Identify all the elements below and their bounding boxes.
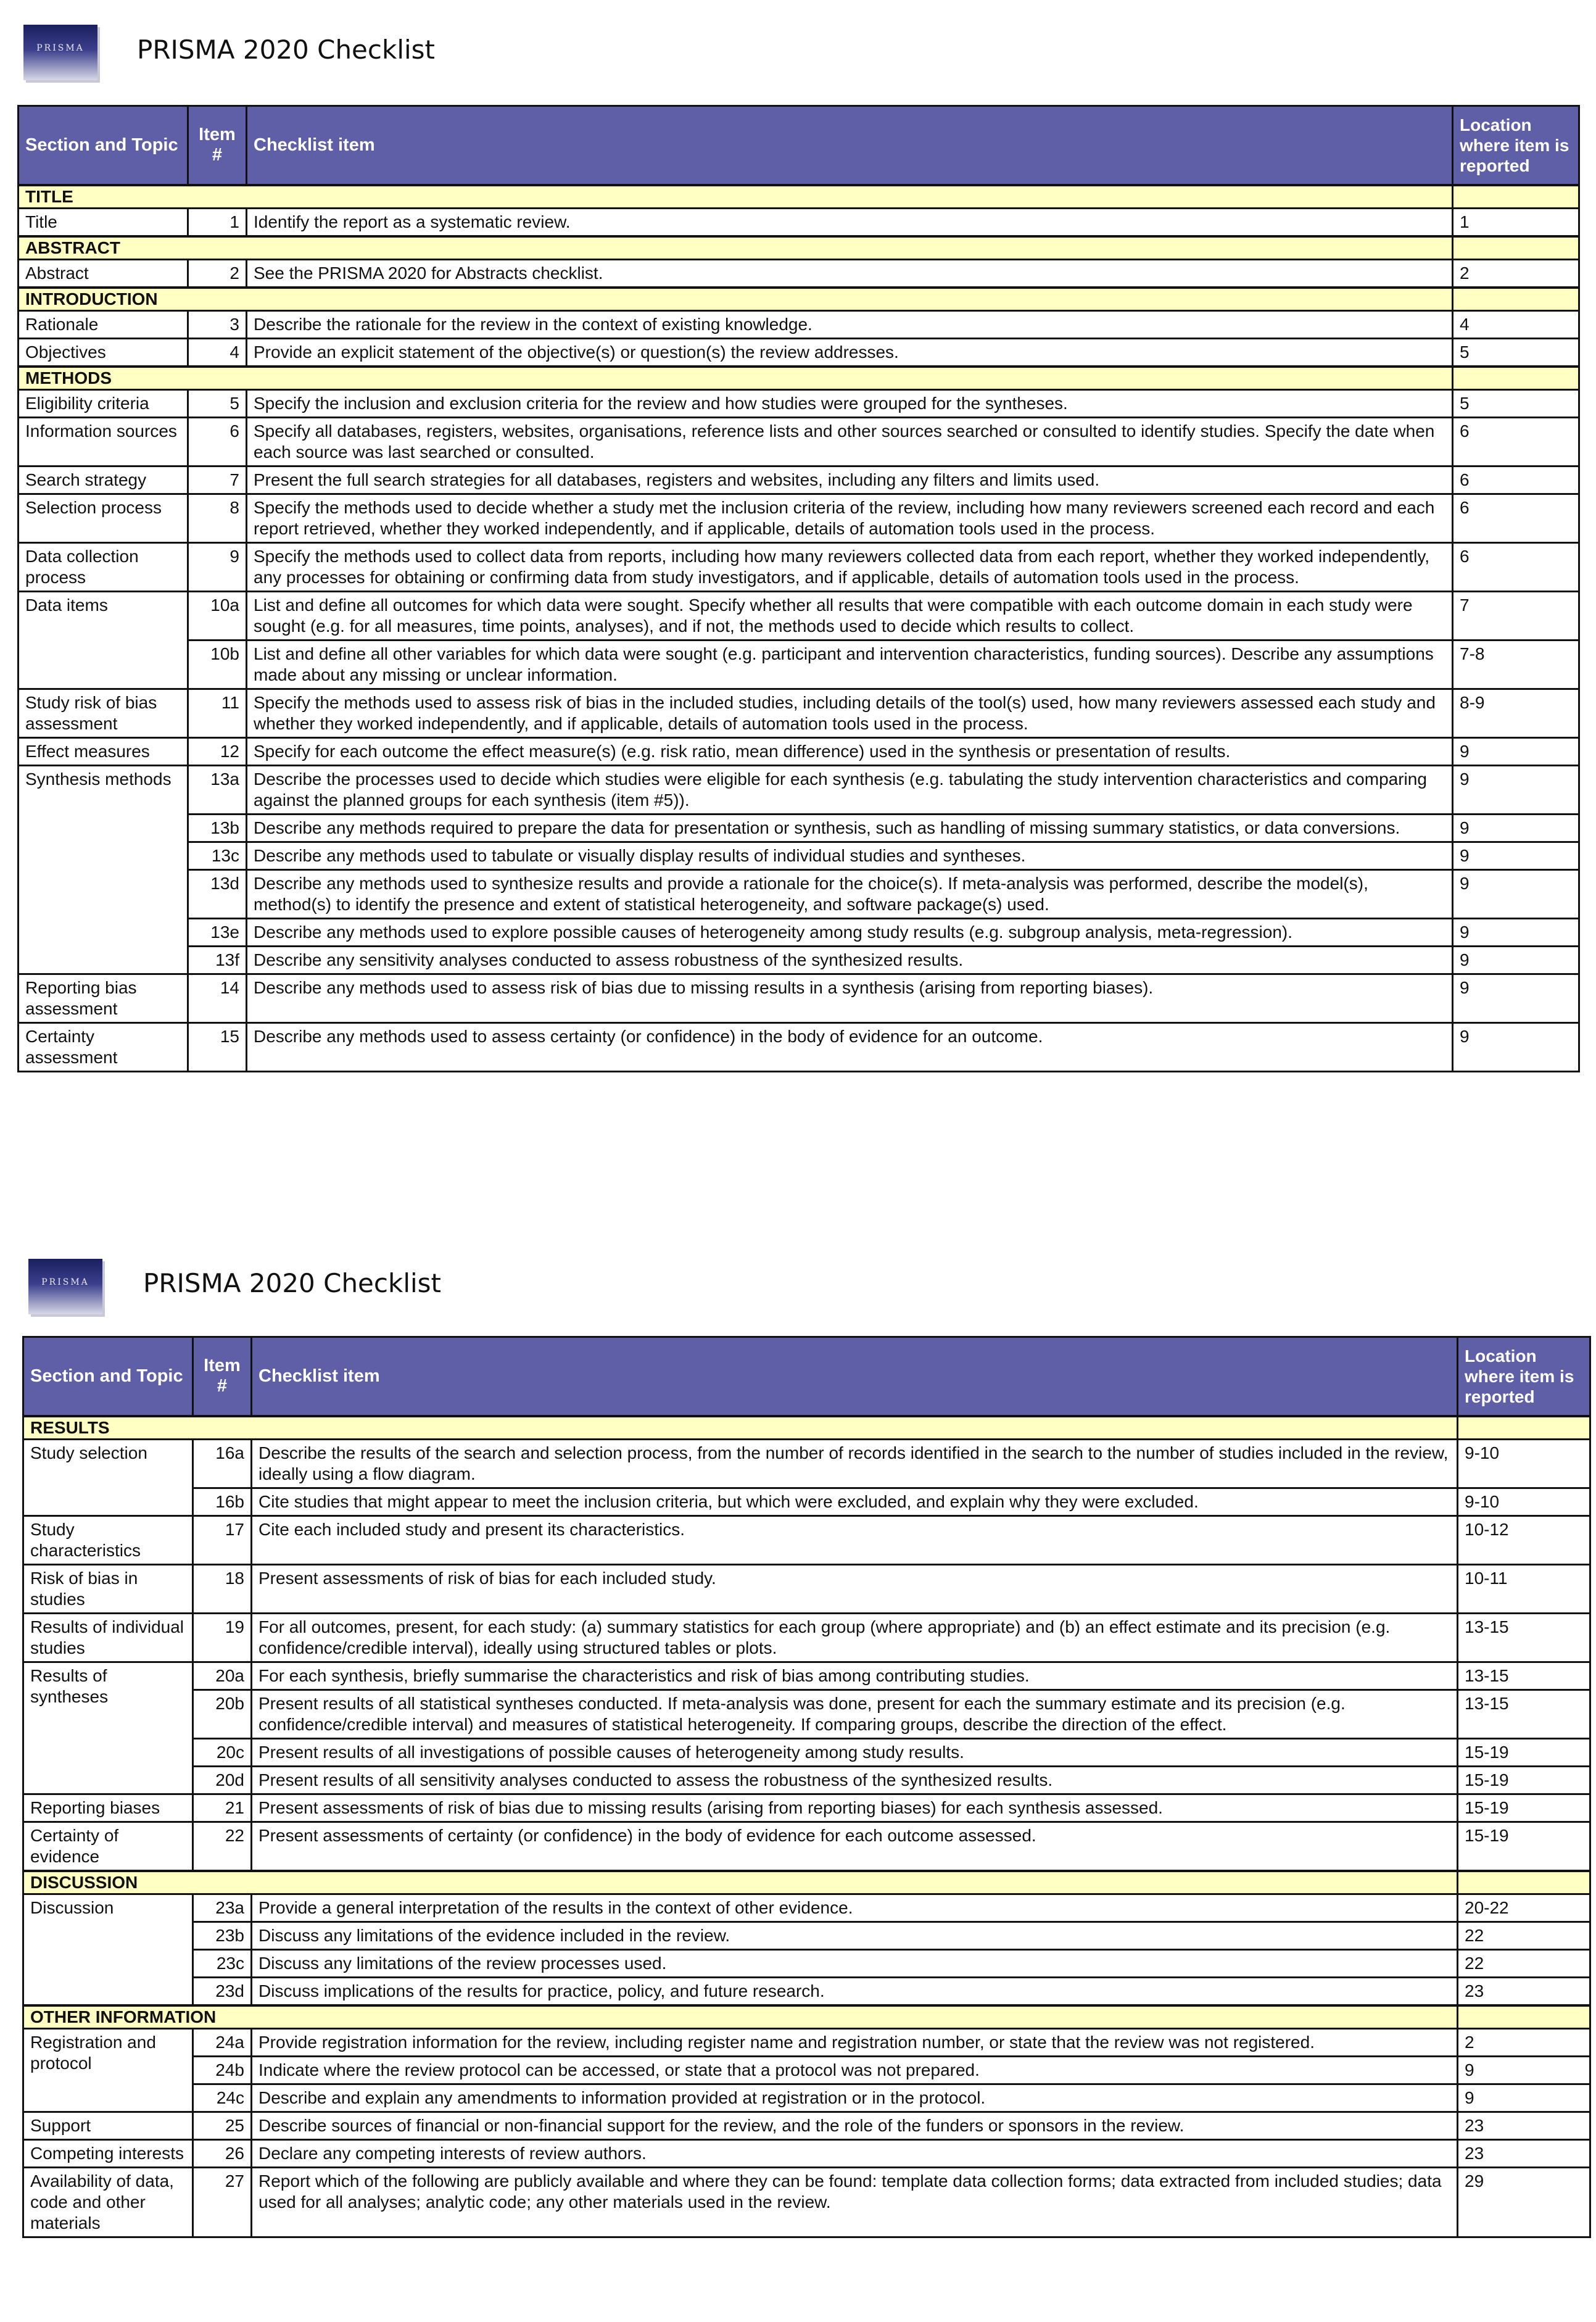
checklist-row	[19, 338, 1579, 367]
section-topic: Study selection	[23, 1439, 193, 1516]
item-number: 26	[193, 2139, 252, 2167]
location-reported: 9	[1453, 765, 1579, 814]
section-header-row	[19, 367, 1579, 390]
location-reported: 9	[1458, 2056, 1590, 2084]
checklist-row	[19, 494, 1579, 542]
section-topic: Results of syntheses	[23, 1662, 193, 1794]
checklist-item-text: For each synthesis, briefly summarise the characteristics and risk of bias among contributing studies.	[252, 1662, 1458, 1690]
checklist-row	[23, 1949, 1590, 1977]
section-topic: Selection process	[19, 494, 188, 542]
checklist-page-2	[0, 1219, 1596, 2322]
location-reported: 9	[1453, 974, 1579, 1022]
item-number: 19	[193, 1613, 252, 1662]
item-number: 6	[188, 417, 247, 466]
section-header-row	[19, 185, 1579, 209]
section-topic: Availability of data, code and other materials	[23, 2167, 193, 2237]
item-number: 14	[188, 974, 247, 1022]
checklist-item-text: Present assessments of risk of bias due to missing results (arising from reporting biases) for each synthesis assessed.	[252, 1794, 1458, 1822]
checklist-row	[23, 1488, 1590, 1516]
item-number: 2	[188, 259, 247, 288]
checklist-table-page-1	[17, 105, 1580, 1072]
prisma-logo	[28, 1259, 102, 1314]
location-reported: 6	[1453, 466, 1579, 494]
checklist-row	[19, 842, 1579, 869]
item-number: 3	[188, 310, 247, 338]
location-reported: 9	[1453, 1022, 1579, 1071]
checklist-item-text: Describe any methods used to assess certainty (or confidence) in the body of evidence for an outcome.	[247, 1022, 1453, 1071]
checklist-item-text: Indicate where the review protocol can be accessed, or state that a protocol was not prepared.	[252, 2056, 1458, 2084]
checklist-row	[19, 310, 1579, 338]
item-number: 20a	[193, 1662, 252, 1690]
section-label: DISCUSSION	[23, 1871, 1458, 1894]
checklist-item-text: Specify the methods used to collect data from reports, including how many reviewers collected data from each report, whether they worked independently, any processes for obtaining or confirming data from study investigators, and if applicable, details of automation tools used in the process.	[247, 542, 1453, 591]
location-reported: 5	[1453, 389, 1579, 417]
section-topic: Certainty assessment	[19, 1022, 188, 1071]
section-topic: Support	[23, 2112, 193, 2139]
checklist-table-page-2	[22, 1336, 1591, 2238]
page-title: PRISMA 2020 Checklist	[137, 35, 435, 65]
section-topic: Data items	[19, 591, 188, 689]
item-number: 20d	[193, 1766, 252, 1794]
checklist-row	[23, 1564, 1590, 1613]
item-number: 7	[188, 466, 247, 494]
checklist-row	[19, 1022, 1579, 1071]
checklist-item-text: Declare any competing interests of review authors.	[252, 2139, 1458, 2167]
item-number: 21	[193, 1794, 252, 1822]
section-topic: Study risk of bias assessment	[19, 689, 188, 737]
location-reported: 15-19	[1458, 1822, 1590, 1871]
location-reported: 6	[1453, 542, 1579, 591]
item-number: 15	[188, 1022, 247, 1071]
section-topic: Objectives	[19, 338, 188, 367]
checklist-row	[23, 1794, 1590, 1822]
checklist-row	[19, 259, 1579, 288]
checklist-row	[23, 2056, 1590, 2084]
checklist-row	[23, 2028, 1590, 2056]
section-label: ABSTRACT	[19, 236, 1453, 260]
location-reported: 15-19	[1458, 1766, 1590, 1794]
checklist-item-text: Describe any methods required to prepare the data for presentation or synthesis, such as handling of missing summary statistics, or data conversions.	[247, 814, 1453, 842]
header-checklist-item: Checklist item	[247, 106, 1453, 185]
checklist-row	[19, 737, 1579, 765]
checklist-item-text: Present the full search strategies for all databases, registers and websites, including any filters and limits used.	[247, 466, 1453, 494]
section-label: RESULTS	[23, 1416, 1458, 1440]
item-number: 23a	[193, 1894, 252, 1922]
checklist-row	[23, 2167, 1590, 2237]
checklist-item-text: Describe and explain any amendments to information provided at registration or in the protocol.	[252, 2084, 1458, 2112]
checklist-row	[19, 417, 1579, 466]
item-number: 24b	[193, 2056, 252, 2084]
checklist-item-text: Provide a general interpretation of the results in the context of other evidence.	[252, 1894, 1458, 1922]
checklist-row	[23, 1662, 1590, 1690]
checklist-row	[19, 640, 1579, 689]
location-reported: 4	[1453, 310, 1579, 338]
section-topic: Certainty of evidence	[23, 1822, 193, 1871]
item-number: 13d	[188, 869, 247, 918]
checklist-row	[19, 466, 1579, 494]
item-number: 16a	[193, 1439, 252, 1488]
item-number: 13a	[188, 765, 247, 814]
section-location-empty	[1458, 1871, 1590, 1894]
checklist-item-text: Discuss any limitations of the review processes used.	[252, 1949, 1458, 1977]
checklist-row	[19, 946, 1579, 974]
section-topic: Eligibility criteria	[19, 389, 188, 417]
header-section-topic: Section and Topic	[23, 1337, 193, 1416]
checklist-item-text: Identify the report as a systematic review.	[247, 208, 1453, 236]
location-reported: 15-19	[1458, 1738, 1590, 1766]
item-number: 4	[188, 338, 247, 367]
section-label: METHODS	[19, 367, 1453, 390]
section-location-empty	[1453, 236, 1579, 260]
section-topic: Risk of bias in studies	[23, 1564, 193, 1613]
checklist-row	[19, 689, 1579, 737]
section-topic: Study characteristics	[23, 1516, 193, 1564]
location-reported: 23	[1458, 2112, 1590, 2139]
location-reported: 2	[1453, 259, 1579, 288]
item-number: 23c	[193, 1949, 252, 1977]
location-reported: 20-22	[1458, 1894, 1590, 1922]
checklist-row	[23, 2084, 1590, 2112]
section-topic: Rationale	[19, 310, 188, 338]
checklist-item-text: Specify the methods used to assess risk of bias in the included studies, including details of the tool(s) used, how many reviewers assessed each study and whether they worked independently, and if applicable, details of automation tools used in the process.	[247, 689, 1453, 737]
item-number: 13c	[188, 842, 247, 869]
checklist-item-text: Discuss implications of the results for practice, policy, and future research.	[252, 1977, 1458, 2005]
checklist-row	[19, 869, 1579, 918]
section-topic: Abstract	[19, 259, 188, 288]
section-topic: Competing interests	[23, 2139, 193, 2167]
location-reported: 13-15	[1458, 1690, 1590, 1738]
location-reported: 9	[1453, 814, 1579, 842]
checklist-item-text: Describe the rationale for the review in the context of existing knowledge.	[247, 310, 1453, 338]
checklist-row	[23, 1613, 1590, 1662]
location-reported: 23	[1458, 2139, 1590, 2167]
header-section-topic: Section and Topic	[19, 106, 188, 185]
checklist-item-text: List and define all other variables for which data were sought (e.g. participant and intervention characteristics, funding sources). Describe any assumptions made about any missing or unclear information.	[247, 640, 1453, 689]
section-topic: Reporting biases	[23, 1794, 193, 1822]
section-topic: Effect measures	[19, 737, 188, 765]
checklist-item-text: Describe any methods used to explore possible causes of heterogeneity among study results (e.g. subgroup analysis, meta-regression).	[247, 918, 1453, 946]
location-reported: 23	[1458, 1977, 1590, 2005]
location-reported: 6	[1453, 417, 1579, 466]
item-number: 13b	[188, 814, 247, 842]
checklist-row	[23, 1766, 1590, 1794]
checklist-item-text: Provide an explicit statement of the objective(s) or question(s) the review addresses.	[247, 338, 1453, 367]
item-number: 25	[193, 2112, 252, 2139]
item-number: 18	[193, 1564, 252, 1613]
checklist-row	[19, 814, 1579, 842]
checklist-item-text: Describe the processes used to decide which studies were eligible for each synthesis (e.g. tabulating the study intervention characteristics and comparing against the planned groups for each synthesis (item #5)).	[247, 765, 1453, 814]
item-number: 20c	[193, 1738, 252, 1766]
item-number: 23d	[193, 1977, 252, 2005]
location-reported: 9	[1453, 918, 1579, 946]
item-number: 24a	[193, 2028, 252, 2056]
checklist-item-text: Specify all databases, registers, websites, organisations, reference lists and other sources searched or consulted to identify studies. Specify the date when each source was last searched or consulted.	[247, 417, 1453, 466]
item-number: 16b	[193, 1488, 252, 1516]
section-location-empty	[1458, 1416, 1590, 1440]
checklist-item-text: Present results of all sensitivity analyses conducted to assess the robustness of the synthesized results.	[252, 1766, 1458, 1794]
section-header-row	[19, 236, 1579, 260]
section-topic: Search strategy	[19, 466, 188, 494]
section-location-empty	[1453, 185, 1579, 209]
location-reported: 2	[1458, 2028, 1590, 2056]
item-number: 20b	[193, 1690, 252, 1738]
location-reported: 29	[1458, 2167, 1590, 2237]
item-number: 13f	[188, 946, 247, 974]
location-reported: 9-10	[1458, 1488, 1590, 1516]
checklist-item-text: Cite each included study and present its characteristics.	[252, 1516, 1458, 1564]
item-number: 27	[193, 2167, 252, 2237]
location-reported: 1	[1453, 208, 1579, 236]
checklist-row	[23, 1922, 1590, 1949]
item-number: 11	[188, 689, 247, 737]
location-reported: 10-12	[1458, 1516, 1590, 1564]
checklist-item-text: Specify for each outcome the effect measure(s) (e.g. risk ratio, mean difference) used in the synthesis or presentation of results.	[247, 737, 1453, 765]
header-location: Location where item is reported	[1453, 106, 1579, 185]
location-reported: 15-19	[1458, 1794, 1590, 1822]
item-number: 10b	[188, 640, 247, 689]
location-reported: 9	[1453, 842, 1579, 869]
section-topic: Registration and protocol	[23, 2028, 193, 2112]
item-number: 8	[188, 494, 247, 542]
checklist-item-text: Cite studies that might appear to meet the inclusion criteria, but which were excluded, and explain why they were excluded.	[252, 1488, 1458, 1516]
checklist-row	[19, 591, 1579, 640]
checklist-row	[23, 1690, 1590, 1738]
header-checklist-item: Checklist item	[252, 1337, 1458, 1416]
location-reported: 13-15	[1458, 1662, 1590, 1690]
checklist-item-text: Present results of all statistical syntheses conducted. If meta-analysis was done, present for each the summary estimate and its precision (e.g. confidence/credible interval) and measures of statistical heterogeneity. If comparing groups, describe the direction of the effect.	[252, 1690, 1458, 1738]
section-topic: Results of individual studies	[23, 1613, 193, 1662]
checklist-row	[19, 208, 1579, 236]
checklist-row	[23, 2139, 1590, 2167]
item-number: 9	[188, 542, 247, 591]
item-number: 23b	[193, 1922, 252, 1949]
location-reported: 7	[1453, 591, 1579, 640]
location-reported: 9-10	[1458, 1439, 1590, 1488]
checklist-row	[19, 542, 1579, 591]
checklist-row	[23, 1822, 1590, 1871]
checklist-row	[23, 1977, 1590, 2005]
section-header-row	[23, 1416, 1590, 1440]
section-topic: Reporting bias assessment	[19, 974, 188, 1022]
location-reported: 7-8	[1453, 640, 1579, 689]
location-reported: 9	[1453, 946, 1579, 974]
item-number: 17	[193, 1516, 252, 1564]
section-topic: Synthesis methods	[19, 765, 188, 974]
checklist-item-text: Present assessments of risk of bias for each included study.	[252, 1564, 1458, 1613]
checklist-item-text: Report which of the following are publicly available and where they can be found: template data collection forms; data extracted from included studies; data used for all analyses; analytic code; any other materials used in the review.	[252, 2167, 1458, 2237]
checklist-item-text: Provide registration information for the review, including register name and registration number, or state that the review was not registered.	[252, 2028, 1458, 2056]
checklist-item-text: Describe any methods used to tabulate or visually display results of individual studies and syntheses.	[247, 842, 1453, 869]
checklist-item-text: See the PRISMA 2020 for Abstracts checklist.	[247, 259, 1453, 288]
location-reported: 9	[1453, 869, 1579, 918]
checklist-item-text: Present assessments of certainty (or confidence) in the body of evidence for each outcome assessed.	[252, 1822, 1458, 1871]
location-reported: 9	[1453, 737, 1579, 765]
logo-text: PRISMA	[41, 1277, 89, 1287]
section-label: OTHER INFORMATION	[23, 2005, 1458, 2029]
checklist-item-text: Describe any sensitivity analyses conducted to assess robustness of the synthesized results.	[247, 946, 1453, 974]
location-reported: 8-9	[1453, 689, 1579, 737]
location-reported: 5	[1453, 338, 1579, 367]
item-number: 22	[193, 1822, 252, 1871]
prisma-logo	[23, 25, 97, 80]
location-reported: 6	[1453, 494, 1579, 542]
section-label: TITLE	[19, 185, 1453, 209]
item-number: 24c	[193, 2084, 252, 2112]
checklist-row	[23, 1516, 1590, 1564]
section-topic: Data collection process	[19, 542, 188, 591]
section-topic: Title	[19, 208, 188, 236]
item-number: 12	[188, 737, 247, 765]
header-item-number: Item #	[193, 1337, 252, 1416]
checklist-row	[23, 1738, 1590, 1766]
checklist-item-text: Describe the results of the search and selection process, from the number of records identified in the search to the number of studies included in the review, ideally using a flow diagram.	[252, 1439, 1458, 1488]
checklist-item-text: Present results of all investigations of possible causes of heterogeneity among study results.	[252, 1738, 1458, 1766]
checklist-row	[23, 1439, 1590, 1488]
section-label: INTRODUCTION	[19, 288, 1453, 311]
checklist-item-text: Discuss any limitations of the evidence included in the review.	[252, 1922, 1458, 1949]
location-reported: 13-15	[1458, 1613, 1590, 1662]
item-number: 5	[188, 389, 247, 417]
section-header-row	[23, 1871, 1590, 1894]
checklist-row	[19, 389, 1579, 417]
location-reported: 22	[1458, 1922, 1590, 1949]
header-location: Location where item is reported	[1458, 1337, 1590, 1416]
checklist-item-text: For all outcomes, present, for each study: (a) summary statistics for each group (where appropriate) and (b) an effect estimate and its precision (e.g. confidence/credible interval), ideally using structured tables or plots.	[252, 1613, 1458, 1662]
section-header-row	[23, 2005, 1590, 2029]
checklist-item-text: Describe any methods used to assess risk of bias due to missing results in a synthesis (arising from reporting biases).	[247, 974, 1453, 1022]
section-topic: Discussion	[23, 1894, 193, 2005]
checklist-item-text: List and define all outcomes for which data were sought. Specify whether all results that were compatible with each outcome domain in each study were sought (e.g. for all measures, time points, analyses), and if not, the methods used to decide which results to collect.	[247, 591, 1453, 640]
checklist-item-text: Describe sources of financial or non-financial support for the review, and the role of the funders or sponsors in the review.	[252, 2112, 1458, 2139]
page-title: PRISMA 2020 Checklist	[143, 1268, 441, 1298]
location-reported: 9	[1458, 2084, 1590, 2112]
section-topic: Information sources	[19, 417, 188, 466]
checklist-row	[19, 918, 1579, 946]
section-location-empty	[1453, 367, 1579, 390]
item-number: 13e	[188, 918, 247, 946]
location-reported: 22	[1458, 1949, 1590, 1977]
section-header-row	[19, 288, 1579, 311]
checklist-row	[23, 2112, 1590, 2139]
checklist-row	[23, 1894, 1590, 1922]
section-location-empty	[1458, 2005, 1590, 2029]
checklist-item-text: Specify the inclusion and exclusion criteria for the review and how studies were grouped for the syntheses.	[247, 389, 1453, 417]
checklist-item-text: Describe any methods used to synthesize results and provide a rationale for the choice(s). If meta-analysis was performed, describe the model(s), method(s) to identify the presence and extent of statistical heterogeneity, and software package(s) used.	[247, 869, 1453, 918]
item-number: 10a	[188, 591, 247, 640]
header-item-number: Item #	[188, 106, 247, 185]
item-number: 1	[188, 208, 247, 236]
checklist-row	[19, 974, 1579, 1022]
location-reported: 10-11	[1458, 1564, 1590, 1613]
section-location-empty	[1453, 288, 1579, 311]
checklist-row	[19, 765, 1579, 814]
logo-text: PRISMA	[36, 43, 85, 53]
checklist-item-text: Specify the methods used to decide whether a study met the inclusion criteria of the review, including how many reviewers screened each record and each report retrieved, whether they worked independently, and if applicable, details of automation tools used in the process.	[247, 494, 1453, 542]
